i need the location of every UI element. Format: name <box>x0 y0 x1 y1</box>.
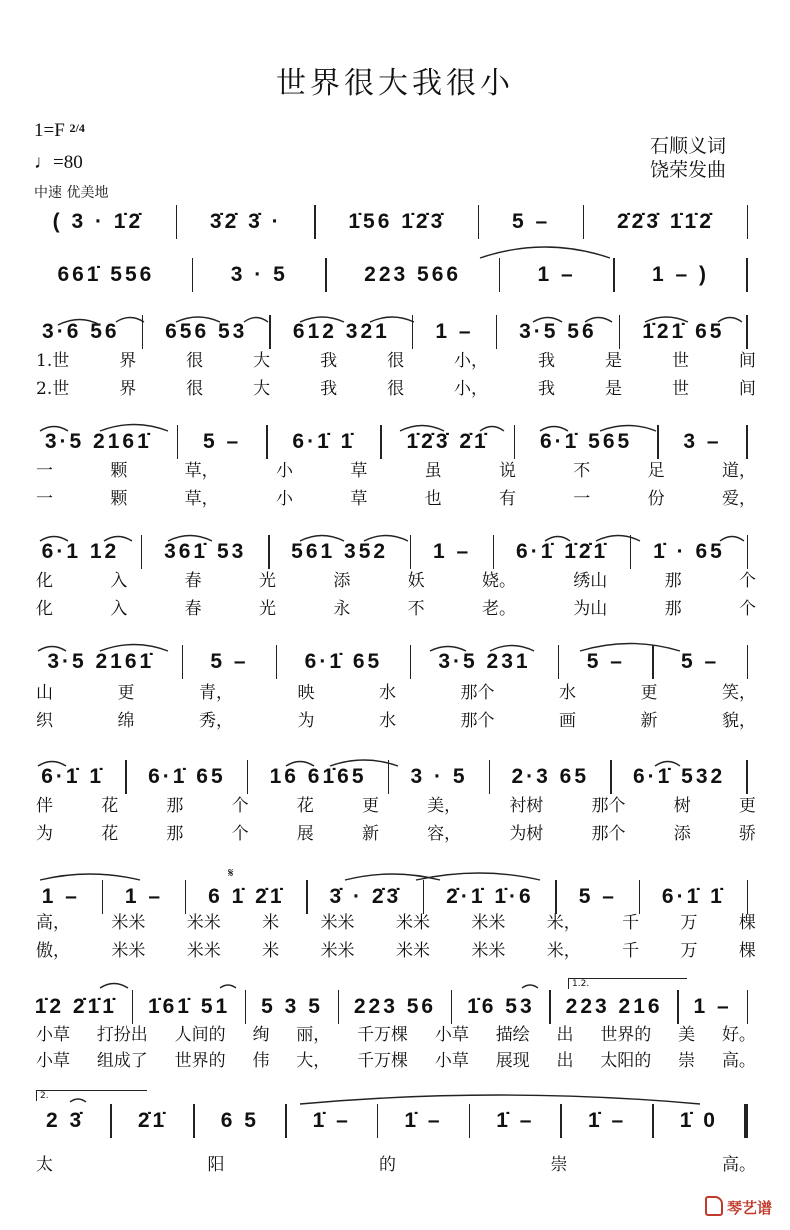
measure: 223 566 <box>364 263 462 286</box>
expression-mark: 中速 优美地 <box>34 185 109 201</box>
measure: 1̇ – <box>312 1109 351 1132</box>
lyric-syllable: 那个 <box>460 683 495 703</box>
lyric-syllable: 太阳的 <box>600 1051 652 1071</box>
lyric-syllable: 米 <box>262 941 280 961</box>
slur <box>38 647 66 652</box>
measure: 2 3̇ <box>46 1109 85 1132</box>
lyric-syllable: 一 <box>36 489 53 509</box>
key: 1=F <box>34 120 65 141</box>
measure: 3·6 56 <box>42 320 120 343</box>
lyric-syllable: 为 <box>297 711 315 731</box>
measure: 6·1̇ 565 <box>539 430 633 453</box>
lyric-syllable: 小草 <box>36 1025 70 1045</box>
slur <box>522 985 538 988</box>
slur <box>345 874 440 880</box>
slur <box>300 1095 700 1104</box>
slur <box>244 318 268 323</box>
slur <box>480 247 610 258</box>
lyric-syllable: 世 <box>671 379 689 399</box>
lyric-syllable: 展 <box>296 824 314 844</box>
lyric-syllable: 花 <box>101 824 119 844</box>
lyric-syllable: 化 <box>36 571 53 591</box>
slur <box>364 536 408 542</box>
measure: 5 – <box>681 650 720 673</box>
slur <box>38 762 66 767</box>
slur <box>168 536 212 542</box>
slur <box>300 317 344 322</box>
lyric-syllable: 界 <box>119 379 137 399</box>
measure: 661̇ 556 <box>57 263 155 286</box>
watermark-logo <box>705 1196 772 1218</box>
measure: 6·1 12 <box>41 540 120 563</box>
lyric-syllable: 米米 <box>471 941 506 961</box>
measure: 2̇2̇3̇ 1̇1̇2̇ <box>616 210 714 233</box>
lyric-syllable: 花 <box>101 796 119 816</box>
lyric-syllable: 棵 <box>738 941 756 961</box>
lyric-syllable: 光 <box>258 571 276 591</box>
measure: 3·5 231 <box>438 650 531 673</box>
measure: 1 – <box>693 995 732 1018</box>
lyric-syllable: 添 <box>673 824 691 844</box>
lyric-syllable: 新 <box>361 824 379 844</box>
lyric-syllable: 展现 <box>495 1051 530 1071</box>
lyric-syllable: 永 <box>333 599 351 619</box>
lyric-syllable: 那 <box>166 824 184 844</box>
lyric-syllable: 绵 <box>117 711 135 731</box>
measure: 6·1̇ 532 <box>633 765 726 788</box>
segno-sign: 𝄋 <box>228 866 234 881</box>
measure: 5 – <box>512 210 551 233</box>
lyric-syllable: 描绘 <box>495 1025 530 1045</box>
lyric-syllable: 春 <box>184 599 202 619</box>
slur <box>220 985 236 988</box>
slur <box>718 318 742 323</box>
lyric-syllable: 崇 <box>678 1051 696 1071</box>
measure: 656 53 <box>165 320 248 343</box>
measure: 1̇ – <box>496 1109 535 1132</box>
lyric-syllable: 间 <box>738 379 756 399</box>
measure: 1 – <box>432 540 472 563</box>
lyric-syllable: 小 <box>275 489 293 509</box>
lyric-syllable: 貌， <box>722 711 756 731</box>
measure: 1̇6 53 <box>467 995 535 1018</box>
measure: 5 – <box>202 430 242 453</box>
measure: 5 3 5 <box>261 995 323 1018</box>
lyric-syllable: 太 <box>36 1155 53 1175</box>
lyric-syllable: 高。 <box>722 1155 756 1175</box>
second-ending-bracket <box>36 1090 147 1101</box>
lyric-syllable: 我 <box>320 351 338 371</box>
slur <box>40 874 140 880</box>
lyric-syllable: 个 <box>231 796 249 816</box>
lyric-syllable: 说 <box>498 461 516 481</box>
lyricist: 石顺义词 <box>650 135 727 157</box>
measure: ( 3 · 1̇2̇ <box>52 210 144 233</box>
lyric-syllable: 光 <box>258 599 276 619</box>
lyric-syllable: 绚 <box>252 1025 270 1045</box>
measure: 1 – <box>124 885 164 908</box>
lyric-syllable: 个 <box>738 571 756 591</box>
slur <box>176 317 220 322</box>
slur <box>720 537 744 542</box>
measure: 6·1̇ 65 <box>304 650 383 673</box>
lyric-syllable: 绣山 <box>573 571 608 591</box>
slur <box>286 762 314 767</box>
lyric-syllable: 入 <box>110 571 128 591</box>
lyric-syllable: 山 <box>36 683 53 703</box>
lyric-syllable: 大 <box>253 351 271 371</box>
lyric-syllable: 美， <box>427 796 462 816</box>
lyric-syllable: 化 <box>36 599 53 619</box>
lyric-syllable: 草， <box>184 461 219 481</box>
lyric-syllable: 米， <box>546 913 581 933</box>
lyric-syllable: 水 <box>559 683 576 703</box>
measure: 361̇ 53 <box>164 540 247 563</box>
lyric-syllable: 那个 <box>460 711 495 731</box>
lyric-syllable: 伴 <box>36 796 53 816</box>
measure: 1̇2̇3̇ 2̇1̇ <box>406 430 489 453</box>
measure: 3 · 5 <box>410 765 468 788</box>
slur <box>116 318 144 323</box>
slur <box>300 536 344 542</box>
measure: 3·5 2161̇ <box>47 650 155 673</box>
lyric-syllable: 米 <box>262 913 280 933</box>
measure: 6·1̇ 1̇2̇1̇ <box>516 540 609 563</box>
measure: 3·5 56 <box>519 320 597 343</box>
lyric-syllable: 树 <box>673 796 691 816</box>
slur <box>100 984 128 989</box>
lyric-syllable: 一 <box>36 461 53 481</box>
measure: 3 – <box>683 430 722 453</box>
lyric-syllable: 阳 <box>207 1155 225 1175</box>
lyric-syllable: 更 <box>640 683 658 703</box>
lyric-syllable: 映 <box>297 683 315 703</box>
measure: 1̇2 2̇1̇1̇ <box>34 995 117 1018</box>
lyric-syllable: 草 <box>350 461 368 481</box>
lyric-syllable: 我 <box>320 379 338 399</box>
lyric-syllable: 小草 <box>434 1025 469 1045</box>
song-title: 世界很大我很小 <box>276 66 514 101</box>
lyric-syllable: 米米 <box>186 913 221 933</box>
lyric-syllable: 画 <box>559 711 576 731</box>
lyric-syllable: 个 <box>738 599 756 619</box>
measure: 1̇ · 65 <box>653 540 725 563</box>
lyric-syllable: 有 <box>498 489 516 509</box>
lyric-syllable: 道， <box>721 461 756 481</box>
lyric-syllable: 老。 <box>481 599 516 619</box>
measure: 612 321 <box>292 320 390 343</box>
lyric-syllable: 千 <box>622 941 640 961</box>
lyric-syllable: 小 <box>275 461 293 481</box>
lyric-syllable: 笑， <box>722 683 756 703</box>
measure: 6·1̇ 65 <box>148 765 226 788</box>
lyric-syllable: 万 <box>680 941 698 961</box>
lyric-syllable: 份 <box>647 489 665 509</box>
measure: 561 352 <box>291 540 389 563</box>
lyric-syllable: 出 <box>556 1025 574 1045</box>
lyric-syllable: 很 <box>186 379 204 399</box>
lyric-syllable: 1.世 <box>36 351 70 371</box>
measure: 3̇ · 2̇3̇ <box>329 885 402 908</box>
lyric-syllable: 我 <box>538 351 556 371</box>
lyric-syllable: 世 <box>671 351 689 371</box>
lyric-syllable: 娆。 <box>481 571 516 591</box>
measure: 223 56 <box>353 995 437 1018</box>
lyric-syllable: 织 <box>36 711 53 731</box>
lyric-syllable: 千万棵 <box>357 1051 409 1071</box>
slur <box>540 427 568 432</box>
slur <box>490 646 534 652</box>
lyric-syllable: 间 <box>738 351 756 371</box>
slur <box>104 537 132 542</box>
lyric-syllable: 小， <box>454 379 489 399</box>
lyric-syllable: 颗 <box>110 461 128 481</box>
measure: 2·3 65 <box>511 765 590 788</box>
lyric-syllable: 棵 <box>738 913 756 933</box>
slur <box>330 760 398 766</box>
lyric-syllable: 水 <box>379 683 396 703</box>
measure: 2̇·1̇ 1̇·6 <box>446 885 534 908</box>
lyric-syllable: 大， <box>296 1051 331 1071</box>
lyric-syllable: 米， <box>546 941 581 961</box>
lyric-syllable: 也 <box>424 489 442 509</box>
slur <box>430 647 466 652</box>
lyric-syllable: 万 <box>680 913 698 933</box>
lyric-syllable: 那个 <box>591 824 626 844</box>
lyric-syllable: 花 <box>296 796 314 816</box>
measure: 1 – ) <box>652 263 710 286</box>
measure: 3·5 2161̇ <box>44 430 152 453</box>
lyric-syllable: 更 <box>361 796 379 816</box>
slur <box>655 762 680 767</box>
slur <box>58 320 100 326</box>
lyric-syllable: 傲， <box>36 941 70 961</box>
lyric-syllable: 水 <box>379 711 396 731</box>
measure: 16 61̇65 <box>269 765 367 788</box>
lyric-syllable: 的 <box>379 1155 396 1175</box>
measure: 6·1̇ 1̇ <box>41 765 105 788</box>
lyric-syllable: 个 <box>231 824 249 844</box>
slur <box>480 427 504 432</box>
lyric-syllable: 米米 <box>471 913 506 933</box>
lyric-syllable: 草， <box>184 489 219 509</box>
lyric-syllable: 那 <box>166 796 184 816</box>
lyric-syllable: 组成了 <box>96 1051 148 1071</box>
lyric-syllable: 人间的 <box>174 1025 226 1045</box>
lyric-syllable: 我 <box>538 379 556 399</box>
lyric-syllable: 很 <box>186 351 204 371</box>
lyric-syllable: 是 <box>604 351 622 371</box>
lyric-syllable: 爱， <box>721 489 756 509</box>
composer: 饶荣发曲 <box>650 159 727 181</box>
measure: 3̇2̇ 3̇ · <box>209 210 282 233</box>
lyric-syllable: 美 <box>678 1025 696 1045</box>
lyric-syllable: 容， <box>427 824 462 844</box>
second-ending-label: 2. <box>40 1091 49 1101</box>
piano-logo-icon <box>705 1196 723 1216</box>
lyric-syllable: 青， <box>199 683 233 703</box>
lyric-syllable: 米米 <box>320 941 355 961</box>
measure: 1̇61̇ 51 <box>147 995 231 1018</box>
lyric-syllable: 世界的 <box>174 1051 226 1071</box>
slur <box>600 426 656 432</box>
lyric-syllable: 不 <box>573 461 591 481</box>
lyric-syllable: 米米 <box>111 913 146 933</box>
slur <box>40 427 68 432</box>
measure: 1̇56 1̇2̇3̇ <box>348 210 446 233</box>
lyric-syllable: 一 <box>573 489 591 509</box>
lyric-syllable: 颗 <box>110 489 128 509</box>
lyric-syllable: 小草 <box>36 1051 70 1071</box>
measure: 6·1̇ 1̇ <box>292 430 356 453</box>
lyric-syllable: 小， <box>454 351 489 371</box>
lyric-syllable: 米米 <box>395 941 430 961</box>
lyric-syllable: 虽 <box>424 461 442 481</box>
lyric-syllable: 足 <box>647 461 665 481</box>
slur <box>100 425 168 432</box>
lyric-syllable: 很 <box>387 379 405 399</box>
lyric-syllable: 不 <box>407 599 425 619</box>
slur <box>585 318 612 323</box>
lyric-syllable: 为山 <box>573 599 608 619</box>
lyric-syllable: 米米 <box>186 941 221 961</box>
slur <box>533 318 562 323</box>
slur <box>580 644 680 652</box>
watermark-text: 琴艺谱 <box>726 1199 772 1217</box>
slur <box>545 537 570 542</box>
lyric-syllable: 好。 <box>721 1025 756 1045</box>
measure: 1̇ – <box>404 1109 443 1132</box>
lyric-syllable: 界 <box>119 351 137 371</box>
measure: 1̇ 0 <box>679 1109 718 1132</box>
lyric-syllable: 秀， <box>199 711 233 731</box>
lyric-syllable: 伟 <box>252 1051 270 1071</box>
lyric-syllable: 那 <box>664 599 682 619</box>
lyric-syllable: 草 <box>350 489 368 509</box>
measure: 1 – <box>537 263 576 286</box>
lyric-syllable: 更 <box>117 683 135 703</box>
lyric-syllable: 米米 <box>320 913 355 933</box>
lyric-syllable: 世界的 <box>600 1025 652 1045</box>
lyric-syllable: 千 <box>622 913 640 933</box>
measure: 223 216 <box>565 995 663 1018</box>
time-signature: 2/4 <box>69 121 85 135</box>
slur <box>370 317 414 322</box>
measure: 1 – <box>435 320 474 343</box>
lyric-syllable: 打扮出 <box>96 1025 148 1045</box>
lyric-syllable: 那个 <box>591 796 626 816</box>
lyric-syllable: 更 <box>738 796 756 816</box>
lyric-syllable: 为树 <box>509 824 544 844</box>
lyric-syllable: 添 <box>333 571 351 591</box>
measure: 5 – <box>578 885 617 908</box>
lyric-syllable: 春 <box>184 571 202 591</box>
lyric-syllable: 2.世 <box>36 379 70 399</box>
lyric-syllable: 很 <box>387 351 405 371</box>
lyric-syllable: 米米 <box>111 941 146 961</box>
slur <box>100 645 168 652</box>
lyric-syllable: 千万棵 <box>357 1025 409 1045</box>
slur <box>645 317 688 322</box>
slur <box>596 536 640 542</box>
lyric-syllable: 出 <box>556 1051 574 1071</box>
lyric-syllable: 崇 <box>550 1155 568 1175</box>
slur <box>40 537 68 542</box>
measure: 5 – <box>210 650 249 673</box>
lyric-syllable: 衬树 <box>509 796 544 816</box>
lyric-syllable: 丽， <box>296 1025 331 1045</box>
measure: 1̇21̇ 65 <box>642 320 725 343</box>
first-ending-label: 1.2. <box>572 979 590 989</box>
slur <box>400 426 444 432</box>
lyric-syllable: 那 <box>664 571 682 591</box>
lyric-syllable: 高。 <box>721 1051 756 1071</box>
lyric-syllable: 入 <box>110 599 128 619</box>
lyric-syllable: 大 <box>253 379 271 399</box>
lyric-syllable: 米米 <box>395 913 430 933</box>
measure: 6 1̇ 2̇1̇ <box>208 885 285 908</box>
measure: 3 · 5 <box>230 263 288 286</box>
lyric-syllable: 妖 <box>407 571 425 591</box>
measure: 6·1̇ 1̇ <box>661 885 725 908</box>
measure: 2̇1̇ <box>137 1109 168 1132</box>
lyric-syllable: 为 <box>36 824 53 844</box>
lyric-syllable: 骄 <box>738 824 756 844</box>
lyric-syllable: 高， <box>36 913 70 933</box>
lyric-syllable: 小草 <box>434 1051 469 1071</box>
measure: 6 5 <box>220 1109 259 1132</box>
tempo-mark: ♩=80 <box>34 152 83 173</box>
measure: 5 – <box>586 650 625 673</box>
lyric-syllable: 新 <box>640 711 658 731</box>
lyric-syllable: 是 <box>604 379 622 399</box>
measure: 1̇ – <box>587 1109 627 1132</box>
measure: 1 – <box>41 885 80 908</box>
